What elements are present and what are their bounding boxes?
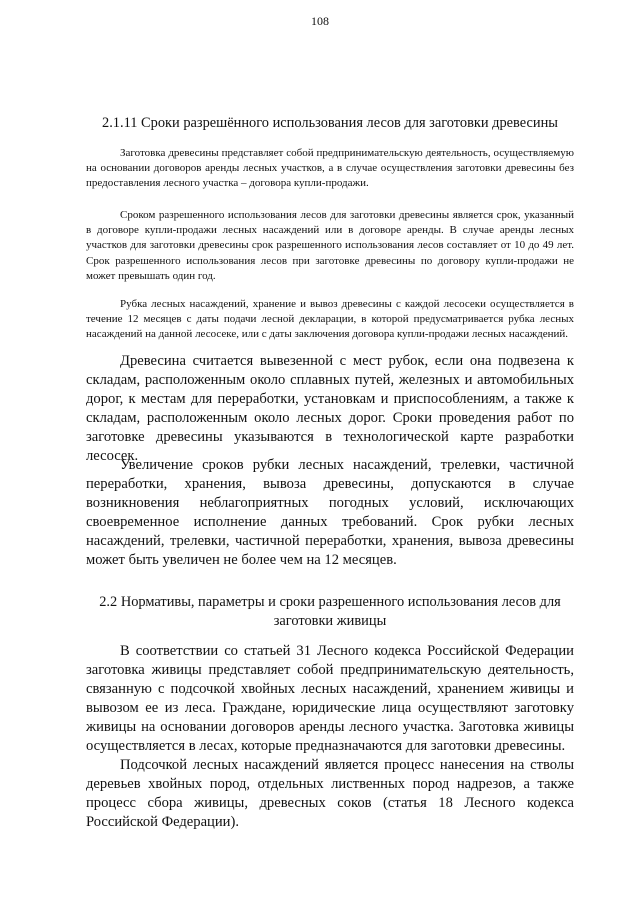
- paragraph-term-extension: Увеличение сроков рубки лесных насаждений, трелевки, частичной переработки, хранения, вывоза древесины, допускаются в случае возникновения неблагоприятных погодных условий, исключающих своевременное исполнение данных требований. Срок рубки лесных насаждений, трелевки, частичной переработки, хранения, вывоза древесины может быть увеличен не более чем на 12 месяцев.: [86, 457, 574, 568]
- paragraph-tapping-definition: Подсочкой лесных насаждений является процесс нанесения на стволы деревьев хвойных пород, отдельных лиственных пород надрезов, а также процесс сбора живицы, древесных соков (статья 18 Лесного кодекса Российской Федерации).: [86, 757, 574, 830]
- section-heading-timber-harvest-terms: 2.1.11 Сроки разрешённого использования лесов для заготовки древесины: [102, 115, 558, 131]
- paragraph-timber-removed-conditions: Древесина считается вывезенной с мест рубок, если она подвезена к складам, расположенным около сплавных путей, железных и автомобильных дорог, к местам для переработки, установкам и приспособлениям, а также к складам, расположенным около лесных дорог. Сроки проведения работ по заготовке древесины указываются в технологической карте разработки лесосек.: [86, 353, 574, 464]
- section-heading-resin-harvest-norms: 2.2 Нормативы, параметры и сроки разрешенного использования лесов для заготовки живицы: [99, 594, 561, 629]
- paragraph-timber-harvest-definition: Заготовка древесины представляет собой предпринимательскую деятельность, осуществляемую на основании договоров аренды лесных участков, а в случае осуществления заготовки древесины без предоставления лесного участка – договора купли-продажи.: [86, 147, 574, 190]
- page-number: 108: [311, 14, 329, 28]
- paragraph-resin-harvest-definition: В соответствии со статьей 31 Лесного кодекса Российской Федерации заготовка живицы представляет собой предпринимательскую деятельность, связанную с подсочкой хвойных лесных насаждений, хранением живицы и вывозом ее из леса. Граждане, юридические лица осуществляют заготовку живицы на основании договоров аренды лесного участка. Заготовка живицы осуществляется в лесах, которые предназначаются для заготовки древесины.: [86, 643, 574, 754]
- paragraph-permitted-use-term: Сроком разрешенного использования лесов для заготовки древесины является срок, указанный в договоре купли-продажи лесных насаждений или в договоре аренды. В случае аренды лесных участков для заготовки древесины срок разрешенного использования лесов составляет от 10 до 49 лет. Срок разрешенного использования лесов при заготовке древесины по договору купли-продажи не может превышать один год.: [86, 209, 574, 282]
- paragraph-felling-removal-period: Рубка лесных насаждений, хранение и вывоз древесины с каждой лесосеки осуществляется в течение 12 месяцев с даты подачи лесной декларации, в которой предусматривается рубка лесных насаждений на данной лесосеке, или с даты заключения договора купли-продажи лесных насаждений.: [86, 298, 574, 341]
